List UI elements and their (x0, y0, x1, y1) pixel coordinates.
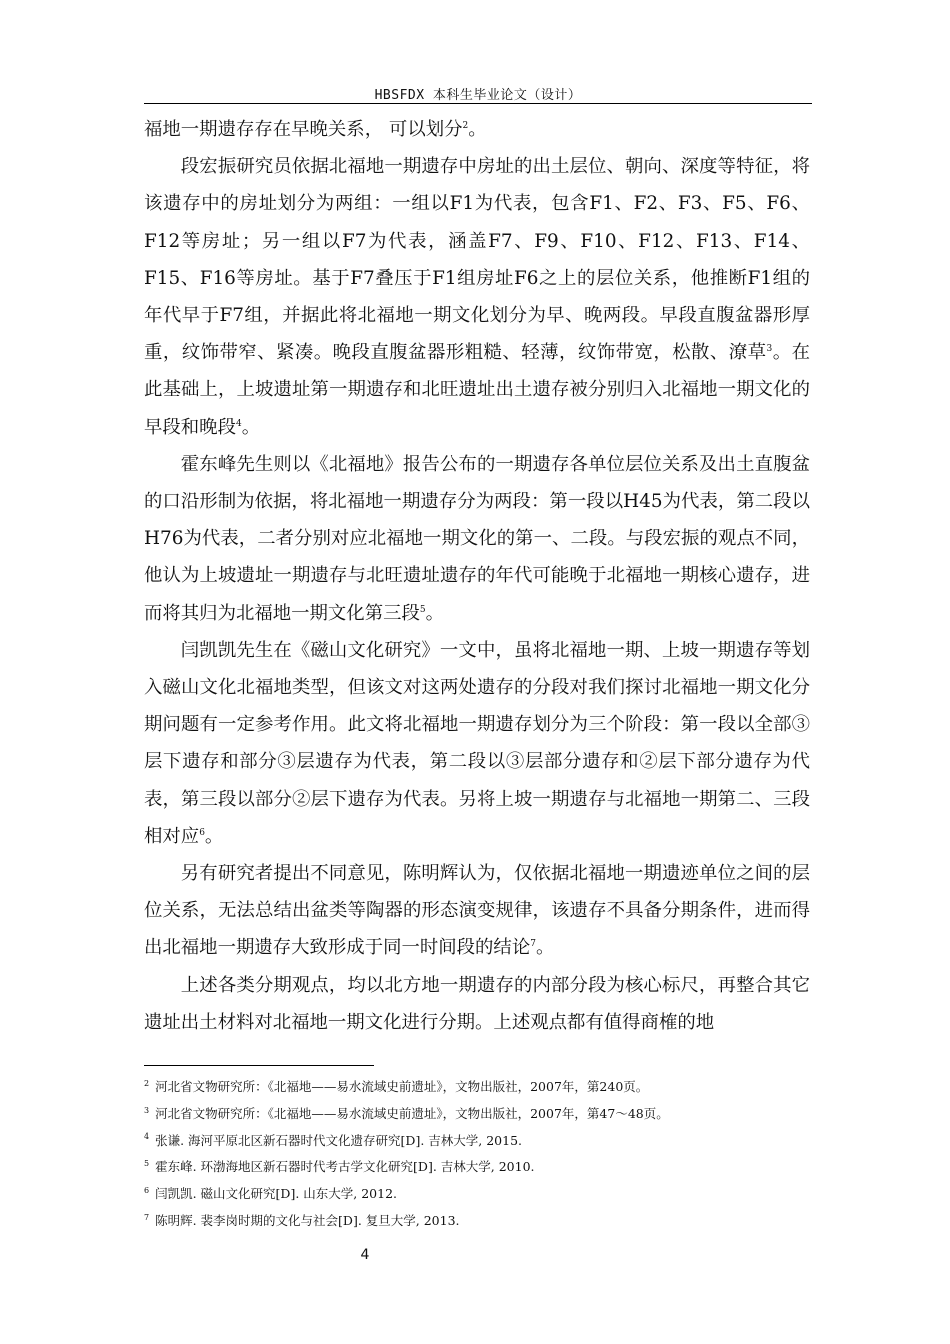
footnote: $^2$ 河北省文物研究所：《北福地——易水流域史前遗址》，文物出版社，2007年，第240页。 (144, 1078, 649, 1094)
paragraph-huo: 霍东峰先生则以《北福地》报告公布的一期遗存各单位层位关系及出土直腹盆的口沿形制为依据，将北福地一期遗存分为两段：第一段以H45为代表，第二段以H76为代表，二者分别对应北福地一期文化的第一、二段。与段宏振的观点不同，他认为上坡遗址一期遗存与北旺遗址遗存的年代可能晚于北福地一期核心遗存，进而将其归为北福地一期文化第三段$^5$。 (144, 453, 810, 624)
footnotes (144, 1074, 810, 1235)
footnote: $^6$ 闫凯凯. 磁山文化研究[D]. 山东大学, 2012. (144, 1186, 397, 1202)
header-rule (144, 103, 812, 104)
paragraph-continuation: 福地一期遗存存在早晚关系， 可以划分$^2$。 (144, 119, 487, 140)
footnote: $^7$ 陈明辉. 裴李岗时期的文化与社会[D]. 复旦大学, 2013. (144, 1212, 460, 1228)
footnote: $^3$ 河北省文物研究所：《北福地——易水流域史前遗址》，文物出版社，2007年，第47～48页。 (144, 1105, 669, 1121)
footnote-ref: 7 (530, 939, 536, 950)
footnote-ref: 3 (766, 344, 773, 355)
page-number: 4 (360, 1247, 370, 1263)
paragraph-duan: 段宏振研究员依据北福地一期遗存中房址的出土层位、朝向、深度等特征，将该遗存中的房址划分为两组：一组以F1为代表，包含F1、F2、F3、F5、F6、F12等房址；另一组以F7为代表，涵盖F7、F9、F10、F12、F13、F14、F15、F16等房址。基于F7叠压于F1组房址F6之上的层位关系，他推断F1组的年代早于F7组，并据此将北福地一期文化划分为早、晚两段。早段直腹盆器形厚重，纹饰带窄、紧凑。晚段直腹盆器形粗糙、轻薄，纹饰带宽，松散、潦草$^3$。在此基础上，上坡遗址第一期遗存和北旺遗址出土遗存被分别归入北福地一期文化的早段和晚段$^4$。 (144, 156, 810, 438)
footnote-ref: 6 (199, 827, 205, 838)
paragraph-yan: 闫凯凯先生在《磁山文化研究》一文中，虽将北福地一期、上坡一期遗存等划入磁山文化北福地类型，但该文对这两处遗存的分段对我们探讨北福地一期文化分期问题有一定参考作用。此文将北福地一期遗存划分为三个阶段：第一段以全部③层下遗存和部分③层遗存为代表，第二段以③层部分遗存和②层下部分遗存为代 表，第三段以部分②层下遗存为代表。另将上坡一期遗存与北福地一期第二、三段相对应$^6$。 (144, 639, 810, 847)
footnote-rule (144, 1065, 374, 1066)
paragraph-summary: 上述各类分期观点，均以北方地一期遗存的内部分段为核心标尺，再整合其它遗址出土材料对北福地一期文化进行分期。上述观点都有值得商榷的地 (144, 974, 810, 1033)
footnote: $^4$ 张谦. 海河平原北区新石器时代文化遗存研究[D]. 吉林大学, 2015. (144, 1132, 522, 1148)
body-text (144, 111, 810, 1041)
paragraph-chen: 另有研究者提出不同意见，陈明辉认为，仅依据北福地一期遗迹单位之间的层位关系，无法总结出盆类等陶器的形态演变规律，该遗存不具备分期条件，进而得出北福地一期遗存大致形成于同一时间段的结论$^7$。 (144, 863, 810, 959)
footnote: $^5$ 霍东峰. 环渤海地区新石器时代考古学文化研究[D]. 吉林大学, 2010. (144, 1159, 535, 1175)
page-header: HBSFDX 本科生毕业论文（设计） (374, 88, 582, 103)
footnote-ref: 2 (462, 120, 469, 131)
footnote-ref: 5 (419, 604, 426, 615)
footnote-ref: 4 (235, 418, 242, 429)
